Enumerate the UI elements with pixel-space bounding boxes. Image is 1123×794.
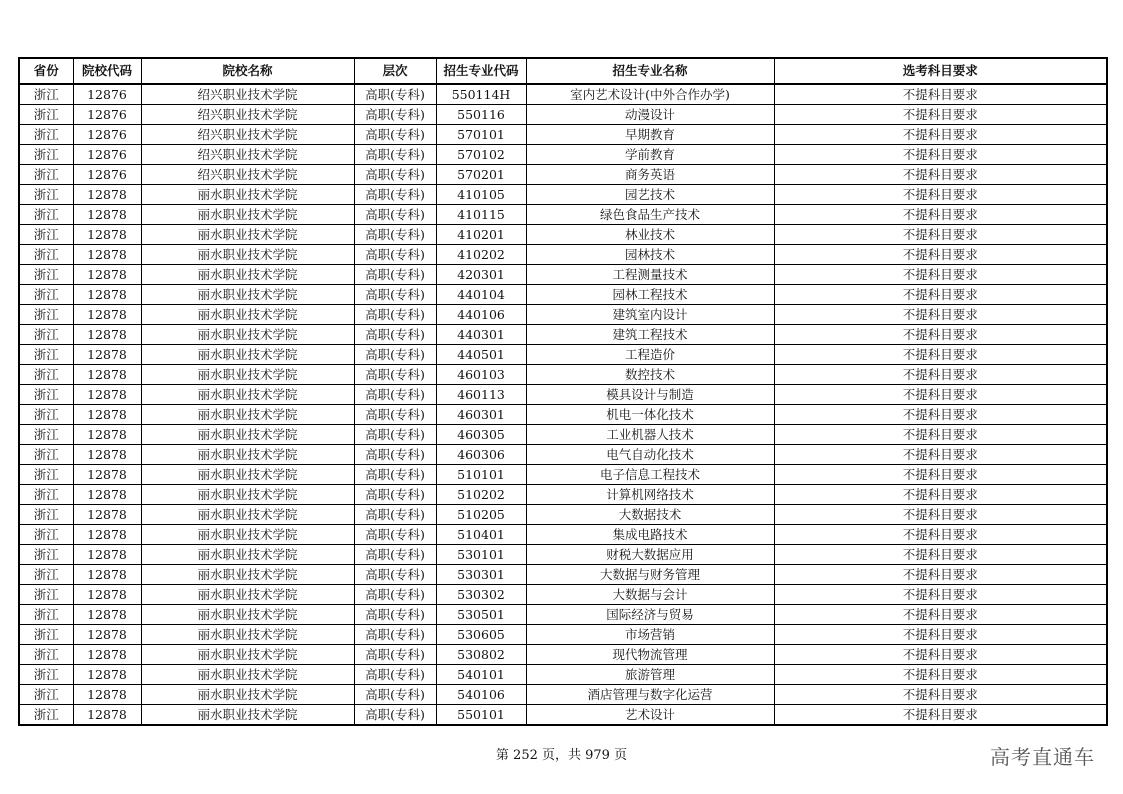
cell-major-name: 工业机器人技术: [526, 425, 774, 445]
cell-major-code: 510202: [436, 485, 526, 505]
cell-major-name: 建筑室内设计: [526, 305, 774, 325]
cell-major-name: 数控技术: [526, 365, 774, 385]
cell-major-name: 早期教育: [526, 125, 774, 145]
table-body: [19, 84, 1107, 725]
cell-major-code: 440301: [436, 325, 526, 345]
cell-level: 高职(专科): [354, 685, 436, 705]
cell-level: 高职(专科): [354, 385, 436, 405]
cell-level: 高职(专科): [354, 425, 436, 445]
cell-major-name: 集成电路技术: [526, 525, 774, 545]
cell-major-name: 建筑工程技术: [526, 325, 774, 345]
cell-school-code: 12878: [73, 685, 141, 705]
cell-school-code: 12878: [73, 385, 141, 405]
cell-subject-requirement: 不提科目要求: [774, 625, 1107, 645]
cell-subject-requirement: 不提科目要求: [774, 145, 1107, 165]
cell-major-code: 530501: [436, 605, 526, 625]
cell-province: 浙江: [19, 365, 73, 385]
cell-subject-requirement: 不提科目要求: [774, 585, 1107, 605]
cell-major-name: 模具设计与制造: [526, 385, 774, 405]
cell-level: 高职(专科): [354, 205, 436, 225]
cell-major-name: 商务英语: [526, 165, 774, 185]
cell-level: 高职(专科): [354, 265, 436, 285]
cell-school-name: 绍兴职业技术学院: [141, 125, 354, 145]
cell-major-name: 市场营销: [526, 625, 774, 645]
table-row: [19, 245, 1107, 265]
cell-school-name: 丽水职业技术学院: [141, 645, 354, 665]
admission-table-container: [18, 57, 1106, 726]
cell-subject-requirement: 不提科目要求: [774, 185, 1107, 205]
cell-school-code: 12878: [73, 645, 141, 665]
cell-subject-requirement: 不提科目要求: [774, 565, 1107, 585]
cell-province: 浙江: [19, 525, 73, 545]
cell-major-name: 财税大数据应用: [526, 545, 774, 565]
cell-major-name: 工程造价: [526, 345, 774, 365]
table-row: [19, 665, 1107, 685]
cell-school-name: 丽水职业技术学院: [141, 265, 354, 285]
cell-level: 高职(专科): [354, 645, 436, 665]
table-row: [19, 325, 1107, 345]
cell-school-code: 12878: [73, 205, 141, 225]
cell-major-name: 艺术设计: [526, 705, 774, 726]
table-row: [19, 445, 1107, 465]
cell-school-name: 丽水职业技术学院: [141, 325, 354, 345]
cell-major-code: 410201: [436, 225, 526, 245]
cell-level: 高职(专科): [354, 185, 436, 205]
table-row: [19, 285, 1107, 305]
cell-school-code: 12878: [73, 605, 141, 625]
cell-province: 浙江: [19, 445, 73, 465]
cell-school-code: 12878: [73, 425, 141, 445]
cell-level: 高职(专科): [354, 485, 436, 505]
cell-school-code: 12878: [73, 325, 141, 345]
cell-subject-requirement: 不提科目要求: [774, 325, 1107, 345]
cell-school-code: 12878: [73, 625, 141, 645]
cell-major-code: 460306: [436, 445, 526, 465]
cell-subject-requirement: 不提科目要求: [774, 465, 1107, 485]
cell-province: 浙江: [19, 425, 73, 445]
table-row: [19, 105, 1107, 125]
cell-school-name: 丽水职业技术学院: [141, 445, 354, 465]
cell-school-code: 12878: [73, 665, 141, 685]
cell-province: 浙江: [19, 125, 73, 145]
header-major-name: 招生专业名称: [526, 58, 774, 84]
cell-school-code: 12878: [73, 225, 141, 245]
cell-major-name: 园林技术: [526, 245, 774, 265]
cell-level: 高职(专科): [354, 345, 436, 365]
cell-subject-requirement: 不提科目要求: [774, 365, 1107, 385]
cell-school-name: 绍兴职业技术学院: [141, 165, 354, 185]
cell-major-code: 570201: [436, 165, 526, 185]
cell-school-code: 12878: [73, 285, 141, 305]
cell-school-name: 绍兴职业技术学院: [141, 105, 354, 125]
table-row: [19, 125, 1107, 145]
cell-level: 高职(专科): [354, 585, 436, 605]
cell-major-name: 室内艺术设计(中外合作办学): [526, 84, 774, 105]
table-row: [19, 165, 1107, 185]
header-school-code: 院校代码: [73, 58, 141, 84]
cell-subject-requirement: 不提科目要求: [774, 225, 1107, 245]
cell-school-code: 12878: [73, 585, 141, 605]
cell-province: 浙江: [19, 545, 73, 565]
cell-subject-requirement: 不提科目要求: [774, 645, 1107, 665]
cell-subject-requirement: 不提科目要求: [774, 525, 1107, 545]
cell-province: 浙江: [19, 225, 73, 245]
cell-province: 浙江: [19, 84, 73, 105]
cell-school-name: 丽水职业技术学院: [141, 425, 354, 445]
cell-school-name: 丽水职业技术学院: [141, 465, 354, 485]
cell-province: 浙江: [19, 265, 73, 285]
cell-major-name: 绿色食品生产技术: [526, 205, 774, 225]
cell-province: 浙江: [19, 145, 73, 165]
cell-major-name: 园艺技术: [526, 185, 774, 205]
cell-subject-requirement: 不提科目要求: [774, 265, 1107, 285]
cell-level: 高职(专科): [354, 605, 436, 625]
cell-school-name: 丽水职业技术学院: [141, 285, 354, 305]
cell-major-code: 510101: [436, 465, 526, 485]
cell-level: 高职(专科): [354, 145, 436, 165]
cell-major-code: 530301: [436, 565, 526, 585]
cell-school-name: 丽水职业技术学院: [141, 545, 354, 565]
table-row: [19, 225, 1107, 245]
cell-major-code: 530101: [436, 545, 526, 565]
cell-major-code: 550101: [436, 705, 526, 726]
cell-major-code: 550114H: [436, 84, 526, 105]
table-row: [19, 345, 1107, 365]
cell-school-name: 丽水职业技术学院: [141, 625, 354, 645]
header-level: 层次: [354, 58, 436, 84]
cell-school-code: 12878: [73, 405, 141, 425]
cell-school-name: 丽水职业技术学院: [141, 365, 354, 385]
cell-major-code: 410202: [436, 245, 526, 265]
cell-province: 浙江: [19, 605, 73, 625]
cell-school-code: 12878: [73, 245, 141, 265]
cell-major-code: 540106: [436, 685, 526, 705]
cell-province: 浙江: [19, 165, 73, 185]
cell-school-name: 丽水职业技术学院: [141, 405, 354, 425]
cell-level: 高职(专科): [354, 325, 436, 345]
cell-subject-requirement: 不提科目要求: [774, 665, 1107, 685]
cell-subject-requirement: 不提科目要求: [774, 505, 1107, 525]
table-header: [19, 58, 1107, 84]
cell-province: 浙江: [19, 485, 73, 505]
cell-subject-requirement: 不提科目要求: [774, 705, 1107, 726]
cell-school-name: 丽水职业技术学院: [141, 305, 354, 325]
cell-province: 浙江: [19, 105, 73, 125]
table-row: [19, 205, 1107, 225]
cell-school-name: 丽水职业技术学院: [141, 225, 354, 245]
cell-province: 浙江: [19, 205, 73, 225]
cell-level: 高职(专科): [354, 545, 436, 565]
cell-province: 浙江: [19, 345, 73, 365]
table-row: [19, 485, 1107, 505]
cell-level: 高职(专科): [354, 84, 436, 105]
cell-school-code: 12878: [73, 545, 141, 565]
cell-level: 高职(专科): [354, 365, 436, 385]
cell-province: 浙江: [19, 625, 73, 645]
cell-major-code: 460301: [436, 405, 526, 425]
cell-major-name: 现代物流管理: [526, 645, 774, 665]
cell-school-code: 12876: [73, 84, 141, 105]
cell-level: 高职(专科): [354, 525, 436, 545]
cell-school-name: 丽水职业技术学院: [141, 185, 354, 205]
cell-major-name: 大数据技术: [526, 505, 774, 525]
cell-major-name: 工程测量技术: [526, 265, 774, 285]
cell-subject-requirement: 不提科目要求: [774, 685, 1107, 705]
cell-major-code: 410105: [436, 185, 526, 205]
cell-province: 浙江: [19, 665, 73, 685]
cell-school-code: 12878: [73, 505, 141, 525]
cell-subject-requirement: 不提科目要求: [774, 105, 1107, 125]
cell-province: 浙江: [19, 685, 73, 705]
cell-subject-requirement: 不提科目要求: [774, 405, 1107, 425]
cell-subject-requirement: 不提科目要求: [774, 605, 1107, 625]
cell-major-name: 国际经济与贸易: [526, 605, 774, 625]
cell-school-name: 丽水职业技术学院: [141, 385, 354, 405]
cell-school-code: 12878: [73, 305, 141, 325]
cell-major-code: 530605: [436, 625, 526, 645]
cell-school-name: 丽水职业技术学院: [141, 505, 354, 525]
cell-school-code: 12878: [73, 565, 141, 585]
cell-level: 高职(专科): [354, 285, 436, 305]
header-major-code: 招生专业代码: [436, 58, 526, 84]
table-row: [19, 365, 1107, 385]
cell-school-code: 12876: [73, 145, 141, 165]
cell-school-code: 12878: [73, 185, 141, 205]
cell-major-name: 学前教育: [526, 145, 774, 165]
cell-major-code: 460103: [436, 365, 526, 385]
cell-school-code: 12878: [73, 345, 141, 365]
table-row: [19, 685, 1107, 705]
cell-subject-requirement: 不提科目要求: [774, 425, 1107, 445]
cell-subject-requirement: 不提科目要求: [774, 125, 1107, 145]
cell-school-code: 12876: [73, 165, 141, 185]
table-row: [19, 585, 1107, 605]
table-row: [19, 545, 1107, 565]
cell-major-code: 540101: [436, 665, 526, 685]
table-row: [19, 505, 1107, 525]
cell-major-name: 旅游管理: [526, 665, 774, 685]
cell-major-code: 440104: [436, 285, 526, 305]
cell-level: 高职(专科): [354, 225, 436, 245]
cell-school-name: 丽水职业技术学院: [141, 665, 354, 685]
cell-school-name: 丽水职业技术学院: [141, 585, 354, 605]
cell-major-code: 530302: [436, 585, 526, 605]
cell-major-name: 动漫设计: [526, 105, 774, 125]
cell-major-code: 570102: [436, 145, 526, 165]
cell-level: 高职(专科): [354, 465, 436, 485]
cell-level: 高职(专科): [354, 565, 436, 585]
header-school-name: 院校名称: [141, 58, 354, 84]
cell-province: 浙江: [19, 385, 73, 405]
cell-major-name: 计算机网络技术: [526, 485, 774, 505]
cell-major-code: 420301: [436, 265, 526, 285]
table-row: [19, 625, 1107, 645]
cell-province: 浙江: [19, 465, 73, 485]
page-number: 第 252 页，共 979 页: [495, 748, 628, 763]
cell-province: 浙江: [19, 325, 73, 345]
header-province: 省份: [19, 58, 73, 84]
cell-province: 浙江: [19, 245, 73, 265]
watermark-logo-text: 高考直通车: [990, 745, 1095, 769]
cell-level: 高职(专科): [354, 125, 436, 145]
cell-major-code: 570101: [436, 125, 526, 145]
cell-major-code: 460305: [436, 425, 526, 445]
table-row: [19, 305, 1107, 325]
cell-school-name: 绍兴职业技术学院: [141, 145, 354, 165]
cell-province: 浙江: [19, 185, 73, 205]
cell-school-code: 12876: [73, 125, 141, 145]
table-row: [19, 565, 1107, 585]
header-subject-requirement: 选考科目要求: [774, 58, 1107, 84]
cell-school-name: 绍兴职业技术学院: [141, 84, 354, 105]
cell-major-name: 园林工程技术: [526, 285, 774, 305]
table-row: [19, 185, 1107, 205]
table-row: [19, 465, 1107, 485]
cell-major-name: 大数据与会计: [526, 585, 774, 605]
cell-school-name: 丽水职业技术学院: [141, 685, 354, 705]
cell-major-code: 440501: [436, 345, 526, 365]
cell-major-code: 410115: [436, 205, 526, 225]
cell-major-code: 510205: [436, 505, 526, 525]
cell-major-code: 510401: [436, 525, 526, 545]
admission-table: [18, 57, 1108, 726]
cell-school-name: 丽水职业技术学院: [141, 485, 354, 505]
cell-subject-requirement: 不提科目要求: [774, 345, 1107, 365]
cell-subject-requirement: 不提科目要求: [774, 245, 1107, 265]
table-row: [19, 145, 1107, 165]
cell-major-name: 林业技术: [526, 225, 774, 245]
cell-subject-requirement: 不提科目要求: [774, 545, 1107, 565]
cell-province: 浙江: [19, 585, 73, 605]
table-row: [19, 425, 1107, 445]
cell-school-name: 丽水职业技术学院: [141, 345, 354, 365]
cell-major-name: 电气自动化技术: [526, 445, 774, 465]
cell-subject-requirement: 不提科目要求: [774, 285, 1107, 305]
cell-level: 高职(专科): [354, 705, 436, 726]
cell-subject-requirement: 不提科目要求: [774, 84, 1107, 105]
cell-level: 高职(专科): [354, 245, 436, 265]
cell-school-name: 丽水职业技术学院: [141, 525, 354, 545]
cell-province: 浙江: [19, 565, 73, 585]
cell-school-code: 12878: [73, 265, 141, 285]
table-row: [19, 705, 1107, 726]
cell-school-code: 12878: [73, 485, 141, 505]
cell-level: 高职(专科): [354, 165, 436, 185]
cell-school-code: 12878: [73, 465, 141, 485]
cell-school-name: 丽水职业技术学院: [141, 605, 354, 625]
cell-school-code: 12878: [73, 525, 141, 545]
cell-subject-requirement: 不提科目要求: [774, 205, 1107, 225]
cell-subject-requirement: 不提科目要求: [774, 305, 1107, 325]
cell-major-code: 530802: [436, 645, 526, 665]
cell-level: 高职(专科): [354, 105, 436, 125]
cell-province: 浙江: [19, 305, 73, 325]
cell-school-name: 丽水职业技术学院: [141, 565, 354, 585]
cell-major-name: 大数据与财务管理: [526, 565, 774, 585]
cell-province: 浙江: [19, 505, 73, 525]
cell-subject-requirement: 不提科目要求: [774, 385, 1107, 405]
cell-school-code: 12876: [73, 105, 141, 125]
cell-major-code: 440106: [436, 305, 526, 325]
cell-level: 高职(专科): [354, 505, 436, 525]
table-row: [19, 645, 1107, 665]
cell-subject-requirement: 不提科目要求: [774, 445, 1107, 465]
cell-province: 浙江: [19, 705, 73, 726]
cell-level: 高职(专科): [354, 625, 436, 645]
cell-major-code: 460113: [436, 385, 526, 405]
cell-province: 浙江: [19, 285, 73, 305]
table-row: [19, 405, 1107, 425]
cell-level: 高职(专科): [354, 445, 436, 465]
cell-school-name: 丽水职业技术学院: [141, 245, 354, 265]
table-row: [19, 605, 1107, 625]
table-row: [19, 265, 1107, 285]
cell-school-code: 12878: [73, 365, 141, 385]
cell-subject-requirement: 不提科目要求: [774, 485, 1107, 505]
cell-major-name: 电子信息工程技术: [526, 465, 774, 485]
cell-school-code: 12878: [73, 445, 141, 465]
cell-major-name: 机电一体化技术: [526, 405, 774, 425]
header-row: [19, 58, 1107, 84]
cell-level: 高职(专科): [354, 665, 436, 685]
cell-school-name: 丽水职业技术学院: [141, 705, 354, 726]
cell-province: 浙江: [19, 645, 73, 665]
cell-province: 浙江: [19, 405, 73, 425]
cell-level: 高职(专科): [354, 405, 436, 425]
cell-level: 高职(专科): [354, 305, 436, 325]
table-row: [19, 385, 1107, 405]
cell-school-name: 丽水职业技术学院: [141, 205, 354, 225]
cell-major-name: 酒店管理与数字化运营: [526, 685, 774, 705]
cell-major-code: 550116: [436, 105, 526, 125]
cell-subject-requirement: 不提科目要求: [774, 165, 1107, 185]
table-row: [19, 525, 1107, 545]
cell-school-code: 12878: [73, 705, 141, 726]
table-row: [19, 84, 1107, 105]
